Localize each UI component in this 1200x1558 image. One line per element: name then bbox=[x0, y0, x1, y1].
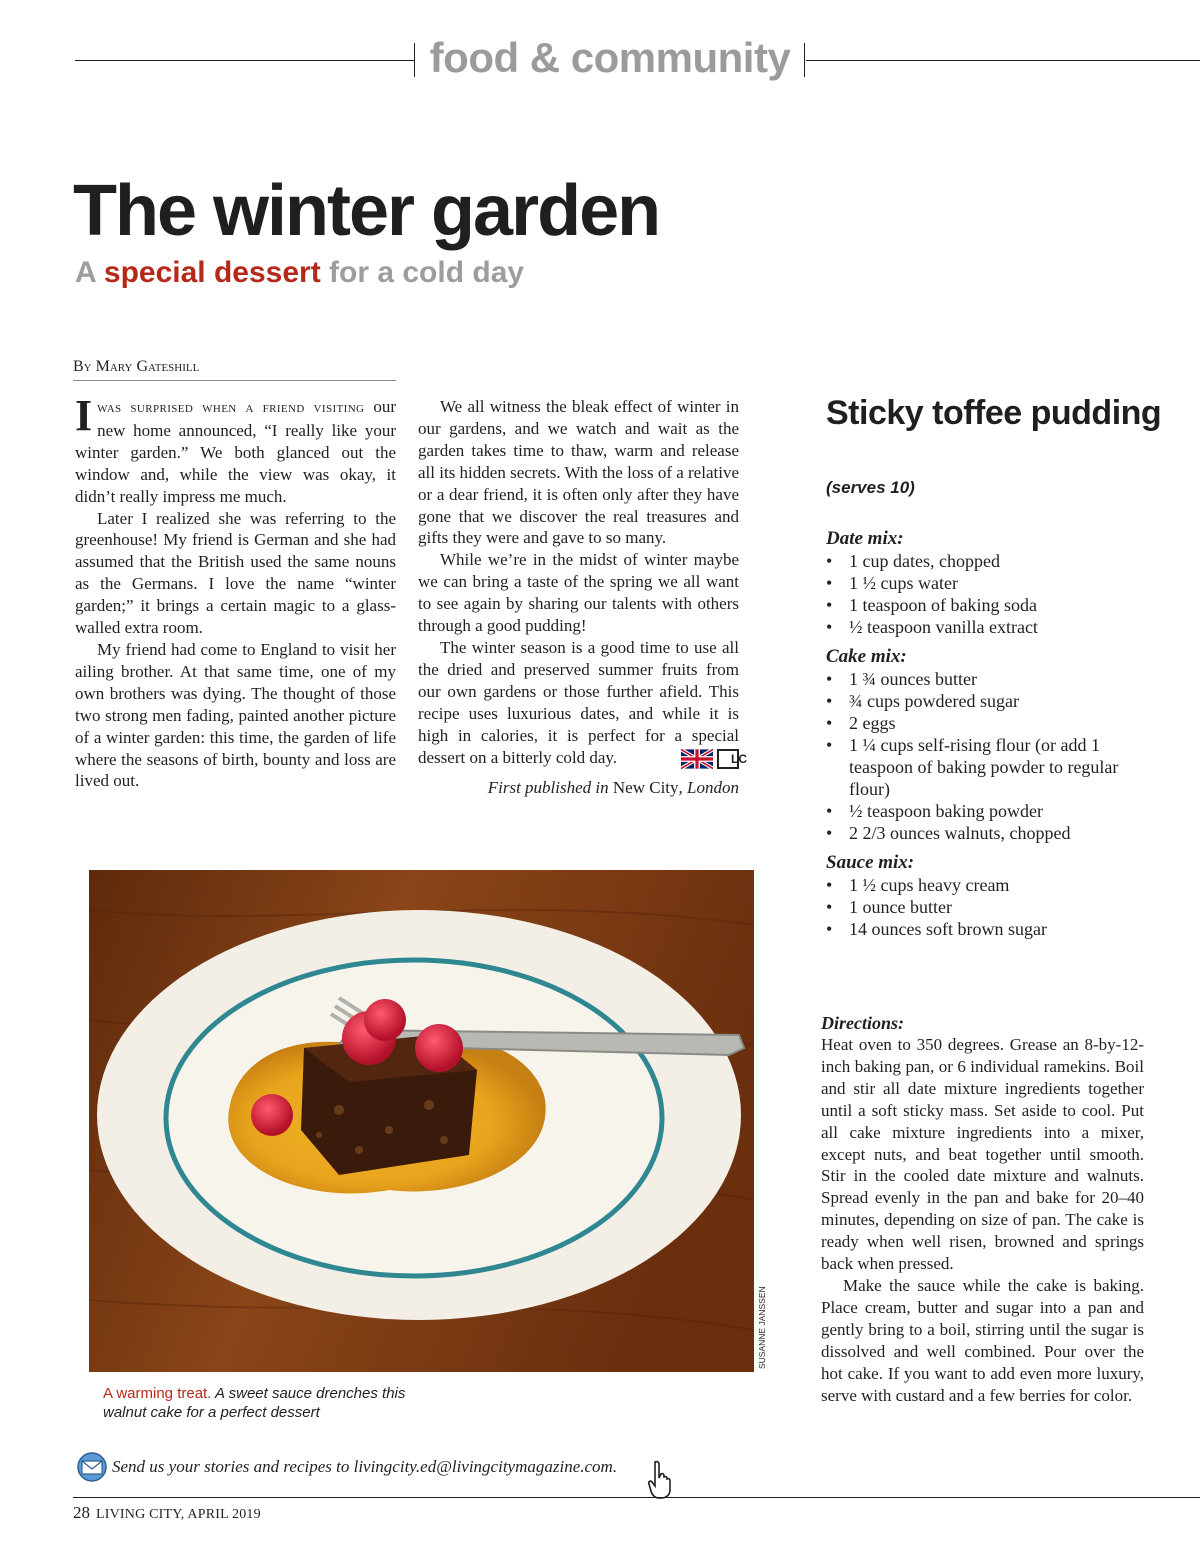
section-tick-right bbox=[804, 43, 805, 77]
ingredient-item: • 1 cup dates, chopped bbox=[826, 550, 1156, 572]
photo-caption: A warming treat. A sweet sauce drenches this walnut cake for a perfect dessert bbox=[103, 1385, 406, 1421]
ingredient-item: • 1 ¾ ounces butter bbox=[826, 668, 1156, 690]
ingredient-item: • ½ teaspoon vanilla extract bbox=[826, 616, 1156, 638]
recipe-directions bbox=[821, 1012, 1144, 1406]
paragraph: Later I realized she was referring to the greenhouse! My friend is German and she had assumed that the British used the same nouns as the Germans. I love the name “winter garden;” it brings a certain magic to a glass-walled extra room. bbox=[75, 508, 396, 638]
submission-line bbox=[76, 1452, 617, 1482]
ingredient-item: • ½ teaspoon baking powder bbox=[826, 800, 1156, 822]
section-tick-left bbox=[414, 43, 415, 77]
date-mix-list bbox=[826, 550, 1156, 638]
section-rule-left bbox=[75, 60, 415, 61]
living-city-logo: LC bbox=[717, 749, 739, 769]
recipe-serves: (serves 10) bbox=[826, 478, 915, 497]
directions-heading: Directions: bbox=[821, 1013, 904, 1033]
article-column-1 bbox=[75, 391, 396, 792]
submission-text[interactable]: Send us your stories and recipes to livingcity.ed@livingcitymagazine.com. bbox=[112, 1457, 618, 1476]
recipe-title: Sticky toffee pudding bbox=[826, 394, 1162, 432]
drop-cap: I bbox=[75, 391, 93, 440]
paragraph: Iwas surprised when a friend visiting our new home announced, “I really like your winter garden.” We both glanced out the window and, while the view was okay, it didn’t really impress me much. bbox=[75, 391, 396, 506]
byline: By Mary Gateshill bbox=[73, 358, 200, 375]
paragraph: Heat oven to 350 degrees. Grease an 8-by-12-inch baking pan, or 6 individual ramekins. Boil and stir all date mixture ingredients together until a soft sticky mass. Set aside to cool. Put all cake mixture ingredients into a mixer, except nuts, and beat together until smooth. Stir in the cooled date mixture and walnuts. Spread evenly in the pan and bake for 20–40 minutes, depending on size of pan. The cake is ready when well risen, browned and springs back when pressed. bbox=[821, 1035, 1144, 1274]
section-title: food & community bbox=[429, 34, 791, 81]
ingredient-item: • 1 ¼ cups self-rising flour (or add 1 teaspoon of baking powder to regular flour) bbox=[826, 734, 1156, 800]
section-rule-right bbox=[806, 60, 1200, 61]
ingredient-item: • 1 teaspoon of baking soda bbox=[826, 594, 1156, 616]
paragraph: My friend had come to England to visit her ailing brother. At that same time, one of my own brothers was dying. The thought of those two strong men fading, painted another picture of a winter garden: this time, the garden of life where the seasons of birth, bounty and loss are lived out. bbox=[75, 639, 396, 791]
page-number: 28 bbox=[73, 1503, 90, 1522]
sauce-mix-heading: Sauce mix: bbox=[826, 852, 915, 873]
dessert-photo bbox=[89, 870, 754, 1372]
cake-mix-list bbox=[826, 668, 1156, 844]
ingredient-item: • 2 eggs bbox=[826, 712, 1156, 734]
ingredient-item: • 1 ½ cups water bbox=[826, 572, 1156, 594]
date-mix-heading: Date mix: bbox=[826, 528, 904, 549]
cake-mix-heading: Cake mix: bbox=[826, 646, 907, 667]
paragraph: While we’re in the midst of winter maybe we can bring a taste of the spring we all want to see again by sharing our talents with others through a good pudding! bbox=[418, 550, 739, 636]
paragraph: The winter season is a good time to use all the dried and preserved summer fruits from our own gardens or those further afield. This recipe uses luxurious dates, and while it is high in calories, it is perfect for a special dessert on a bitterly cold day. LC bbox=[418, 637, 747, 767]
photo-credit: SUSANNE JANSSEN bbox=[757, 1286, 767, 1369]
article-column-2 bbox=[418, 396, 747, 769]
recipe-ingredients bbox=[826, 528, 1156, 948]
byline-rule bbox=[73, 380, 396, 381]
magazine-issue: LIVING CITY, APRIL 2019 bbox=[96, 1507, 261, 1522]
paragraph: We all witness the bleak effect of winter in our gardens, and we watch and wait as the garden takes time to thaw, warm and release all its hidden secrets. With the loss of a relative or a dear friend, it is often only after they have gone that we discover the real treasures and gifts they were and gave to so many. bbox=[418, 397, 739, 548]
paragraph: Make the sauce while the cake is baking. Place cream, butter and sugar into a pan and gently bring to a boil, stirring until the sugar is dissolved and well combined. Pour over the hot cake. If you want to add even more luxury, serve with custard and a few berries for color. bbox=[821, 1275, 1144, 1405]
ingredient-item: • 2 2/3 ounces walnuts, chopped bbox=[826, 822, 1156, 844]
sauce-mix-list bbox=[826, 874, 1156, 940]
author-name: Mary Gateshill bbox=[95, 358, 200, 375]
page-folio bbox=[73, 1503, 261, 1523]
ingredient-item: • ¾ cups powdered sugar bbox=[826, 690, 1156, 712]
mail-icon[interactable] bbox=[76, 1452, 108, 1482]
subhead-highlight: special dessert bbox=[103, 256, 321, 289]
footer-rule bbox=[73, 1497, 1200, 1498]
article-headline: The winter garden bbox=[73, 171, 660, 251]
article-subhead: A special dessert for a cold day bbox=[75, 256, 525, 289]
ingredient-item: • 1 ounce butter bbox=[826, 896, 1156, 918]
ingredient-item: • 14 ounces soft brown sugar bbox=[826, 918, 1156, 940]
hand-cursor-icon bbox=[647, 1460, 673, 1500]
first-published-note: First published in New City, London bbox=[487, 778, 739, 797]
ingredient-item: • 1 ½ cups heavy cream bbox=[826, 874, 1156, 896]
